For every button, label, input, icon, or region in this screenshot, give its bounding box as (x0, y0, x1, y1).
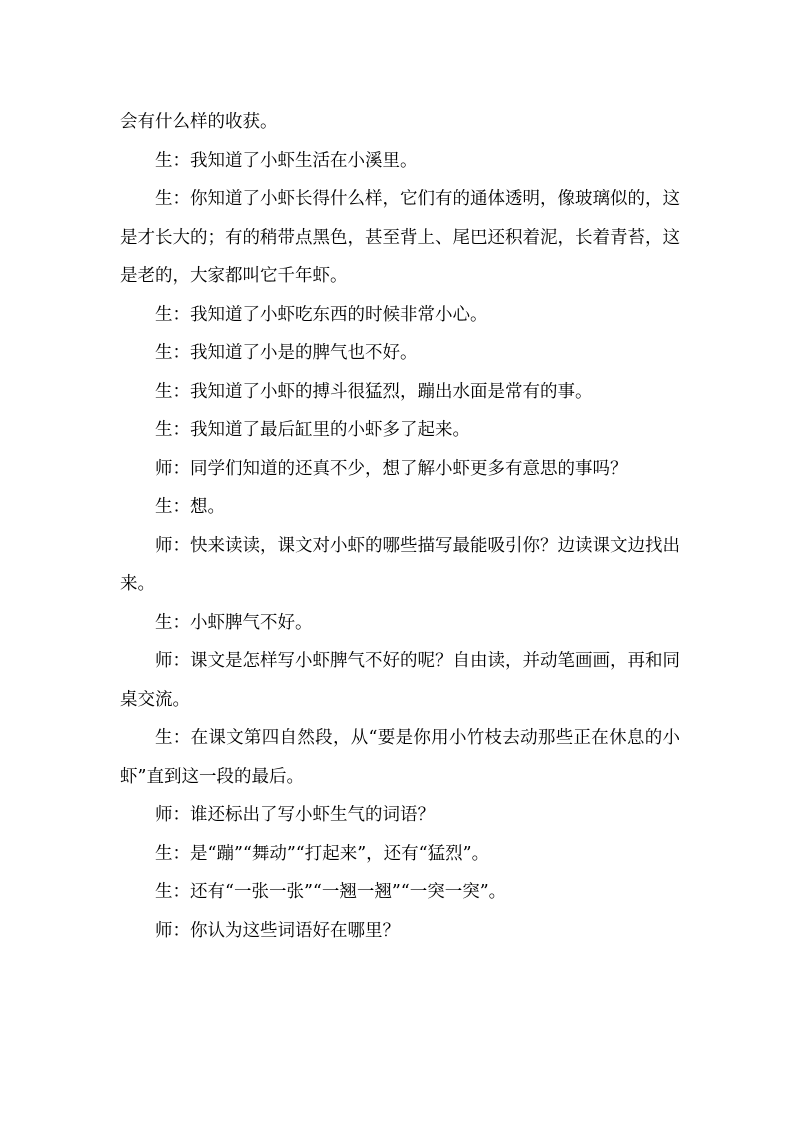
paragraph-student-6: 生：我知道了最后缸里的小虾多了起来。 (155, 420, 470, 440)
paragraph-teacher-5: 师：你认为这些词语好在哪里？ (155, 920, 400, 941)
paragraph-student-7: 生：想。 (155, 497, 225, 517)
paragraph-student-5: 生：我知道了小虾的搏斗很猛烈，蹦出水面是常有的事。 (155, 381, 593, 402)
paragraph-student-4: 生：我知道了小是的脾气也不好。 (155, 343, 418, 363)
paragraph-student-2: 生：你知道了小虾长得什么样，它们有的通体透明，像玻璃似的，这是才长大的；有的稍带点黑色，甚至背上、尾巴还积着泥，长着青苔，这是老的，大家都叫它千年虾。 (120, 189, 680, 286)
paragraph-teacher-2: 师：快来读读，课文对小虾的哪些描写最能吸引你？边读课文边找出来。 (120, 535, 680, 594)
paragraph-student-3: 生：我知道了小虾吃东西的时候非常小心。 (155, 304, 488, 325)
paragraph-student-9: 生：在课文第四自然段，从“要是你用小竹枝去动那些正在休息的小虾”直到这一段的最后。 (120, 728, 680, 787)
document-body (120, 103, 680, 950)
paragraph-teacher-3: 师：课文是怎样写小虾脾气不好的呢？自由读，并动笔画画，再和同桌交流。 (120, 651, 680, 710)
paragraph-teacher-4: 师：谁还标出了写小虾生气的词语？ (155, 805, 435, 825)
paragraph-continuation: 会有什么样的收获。 (120, 112, 278, 132)
paragraph-student-10: 生：是“蹦”“舞动”“打起来”，还有“猛烈”。 (155, 843, 490, 864)
paragraph-student-11: 生：还有“一张一张”“一翘一翘”“一突一突”。 (155, 882, 507, 902)
paragraph-student-8: 生：小虾脾气不好。 (155, 612, 313, 633)
paragraph-teacher-1: 师：同学们知道的还真不少，想了解小虾更多有意思的事吗？ (155, 458, 628, 479)
paragraph-student-1: 生：我知道了小虾生活在小溪里。 (155, 150, 418, 171)
